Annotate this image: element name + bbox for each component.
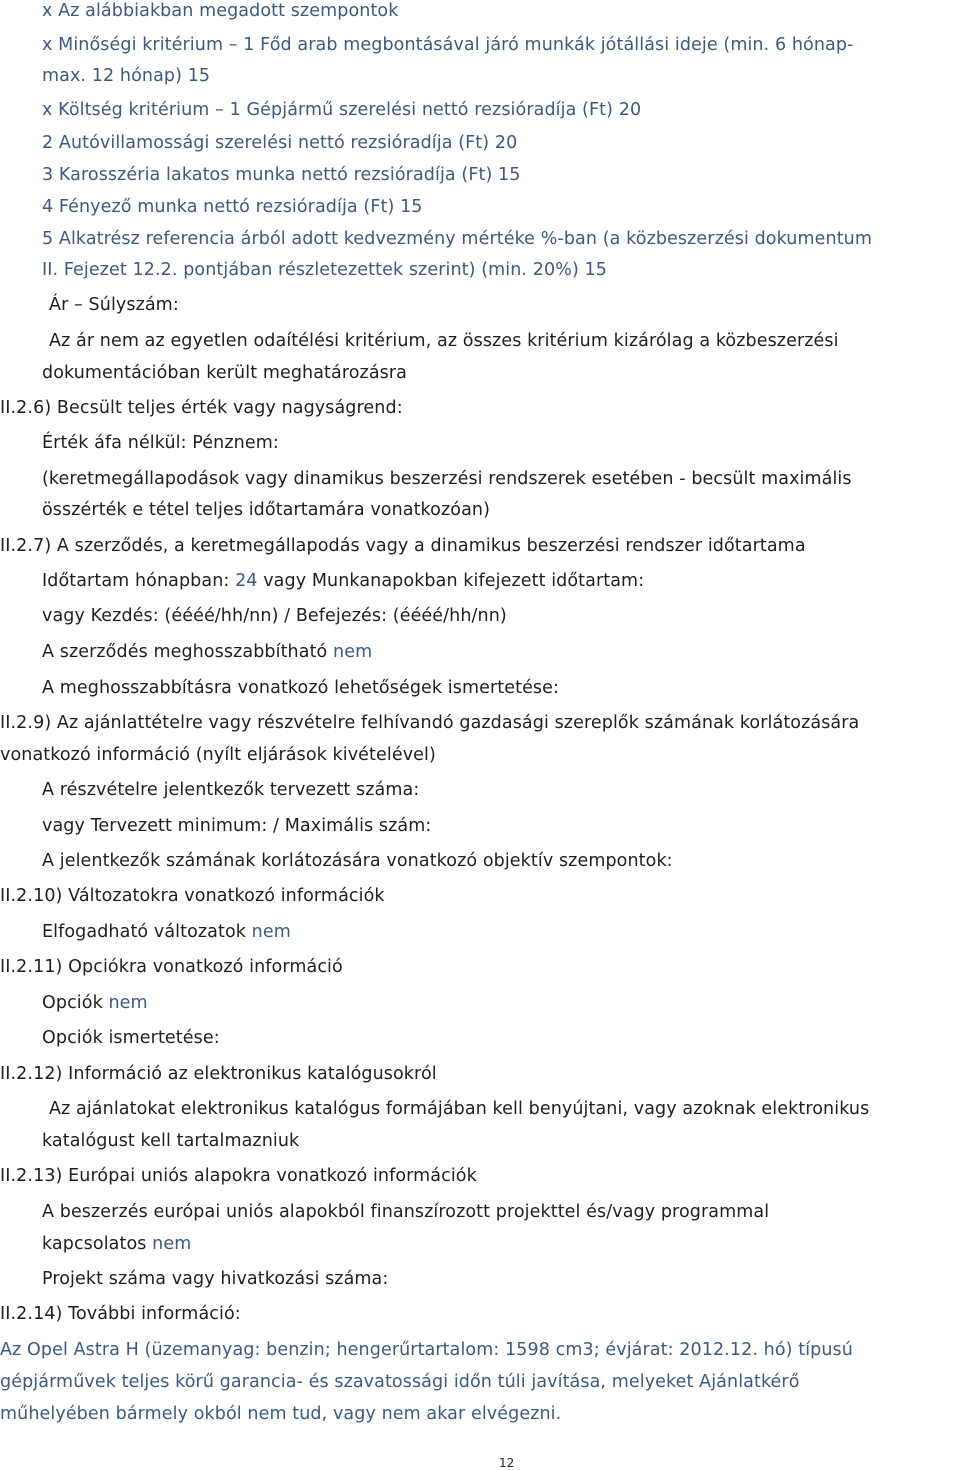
section-2-2-7-heading: II.2.7) A szerződés, a keretmegállapodás vagy a dinamikus beszerzési rendszer időtartama (0, 536, 806, 556)
min-max-label: vagy Tervezett minimum: / Maximális szám: (42, 816, 432, 836)
page-number: 12 (499, 1456, 515, 1470)
section-2-2-9-heading-line-2: vonatkozó információ (nyílt eljárások kivételével) (0, 745, 436, 765)
price-weight-label: Ár – Súlyszám: (49, 295, 179, 315)
options-row (42, 992, 148, 1014)
catalogue-text-line-2: katalógust kell tartalmazniuk (42, 1131, 300, 1151)
framework-note-line-1: (keretmegállapodások vagy dinamikus beszerzési rendszerek esetében - becsült maximális (42, 469, 852, 489)
additional-info-line-1: Az Opel Astra H (üzemanyag: benzin; hengerűrtartalom: 1598 cm3; évjárat: 2012.12. hó) típusú (0, 1340, 853, 1360)
criteria-line-2: x Minőségi kritérium – 1 Főd arab megbontásával járó munkák jótállási ideje (min. 6 hónap- (42, 35, 854, 55)
price-note-line-2: dokumentációban került meghatározásra (42, 363, 408, 383)
criteria-line-3: max. 12 hónap) 15 (42, 66, 211, 86)
framework-note-line-2: összérték e tétel teljes időtartamára vonatkozóan) (42, 500, 491, 520)
criteria-line-1: x Az alábbiakban megadott szempontok (42, 1, 399, 21)
variants-value: nem (251, 922, 291, 942)
additional-info-line-2: gépjárművek teljes körű garancia- és szavatossági időn túli javítása, melyeket Ajánlatkérő (0, 1372, 800, 1392)
section-2-2-12-heading: II.2.12) Információ az elektronikus katalógusokról (0, 1064, 437, 1084)
duration-months-value: 24 (235, 571, 258, 591)
eu-funds-text-line-1: A beszerzés európai uniós alapokból finanszírozott projekttel és/vagy programmal (42, 1202, 770, 1222)
variants-row (42, 921, 291, 943)
start-end-dates: vagy Kezdés: (éééé/hh/nn) / Befejezés: (éééé/hh/nn) (42, 606, 507, 626)
section-2-2-10-heading: II.2.10) Változatokra vonatkozó információk (0, 886, 385, 906)
additional-info-line-3: műhelyében bármely okból nem tud, vagy nem akar elvégezni. (0, 1404, 562, 1424)
section-2-2-11-heading: II.2.11) Opciókra vonatkozó információ (0, 957, 343, 977)
eu-funds-label: kapcsolatos (42, 1234, 147, 1254)
catalogue-text-line-1: Az ajánlatokat elektronikus katalógus formájában kell benyújtani, vagy azoknak elektronikus (49, 1099, 870, 1119)
extension-row (42, 641, 372, 663)
options-value: nem (108, 993, 148, 1013)
options-label: Opciók (42, 993, 103, 1013)
planned-candidates-label: A részvételre jelentkezők tervezett száma: (42, 780, 420, 800)
section-2-2-14-heading: II.2.14) További információ: (0, 1304, 241, 1324)
estimated-value-label: Érték áfa nélkül: Pénznem: (42, 433, 279, 453)
criteria-line-5: 2 Autóvillamossági szerelési nettó rezsióradíja (Ft) 20 (42, 133, 518, 153)
duration-months-label: Időtartam hónapban: (42, 571, 230, 591)
project-number-label: Projekt száma vagy hivatkozási száma: (42, 1269, 389, 1289)
eu-funds-row (42, 1233, 191, 1255)
criteria-line-7: 4 Fényező munka nettó rezsióradíja (Ft) 15 (42, 197, 423, 217)
extension-value: nem (333, 642, 373, 662)
criteria-line-8: 5 Alkatrész referencia árból adott kedvezmény mértéke %-ban (a közbeszerzési dokumentum (42, 229, 872, 249)
criteria-line-6: 3 Karosszéria lakatos munka nettó rezsióradíja (Ft) 15 (42, 165, 521, 185)
objective-criteria-label: A jelentkezők számának korlátozására vonatkozó objektív szempontok: (42, 851, 673, 871)
section-2-2-13-heading: II.2.13) Európai uniós alapokra vonatkozó információk (0, 1166, 477, 1186)
eu-funds-value: nem (152, 1234, 192, 1254)
extension-description: A meghosszabbításra vonatkozó lehetőségek ismertetése: (42, 678, 560, 698)
section-2-2-6-heading: II.2.6) Becsült teljes érték vagy nagyságrend: (0, 398, 403, 418)
criteria-line-9: II. Fejezet 12.2. pontjában részletezettek szerint) (min. 20%) 15 (42, 260, 608, 280)
variants-label: Elfogadható változatok (42, 922, 246, 942)
criteria-line-4: x Költség kritérium – 1 Gépjármű szerelési nettó rezsióradíja (Ft) 20 (42, 100, 642, 120)
extension-label: A szerződés meghosszabbítható (42, 642, 328, 662)
price-note-line-1: Az ár nem az egyetlen odaítélési kritérium, az összes kritérium kizárólag a közbeszerzési (49, 331, 839, 351)
duration-months-row (42, 570, 644, 592)
section-2-2-9-heading-line-1: II.2.9) Az ajánlattételre vagy részvételre felhívandó gazdasági szereplők számának korlátozására (0, 713, 860, 733)
duration-days-label: vagy Munkanapokban kifejezett időtartam: (263, 571, 645, 591)
options-description: Opciók ismertetése: (42, 1028, 220, 1048)
